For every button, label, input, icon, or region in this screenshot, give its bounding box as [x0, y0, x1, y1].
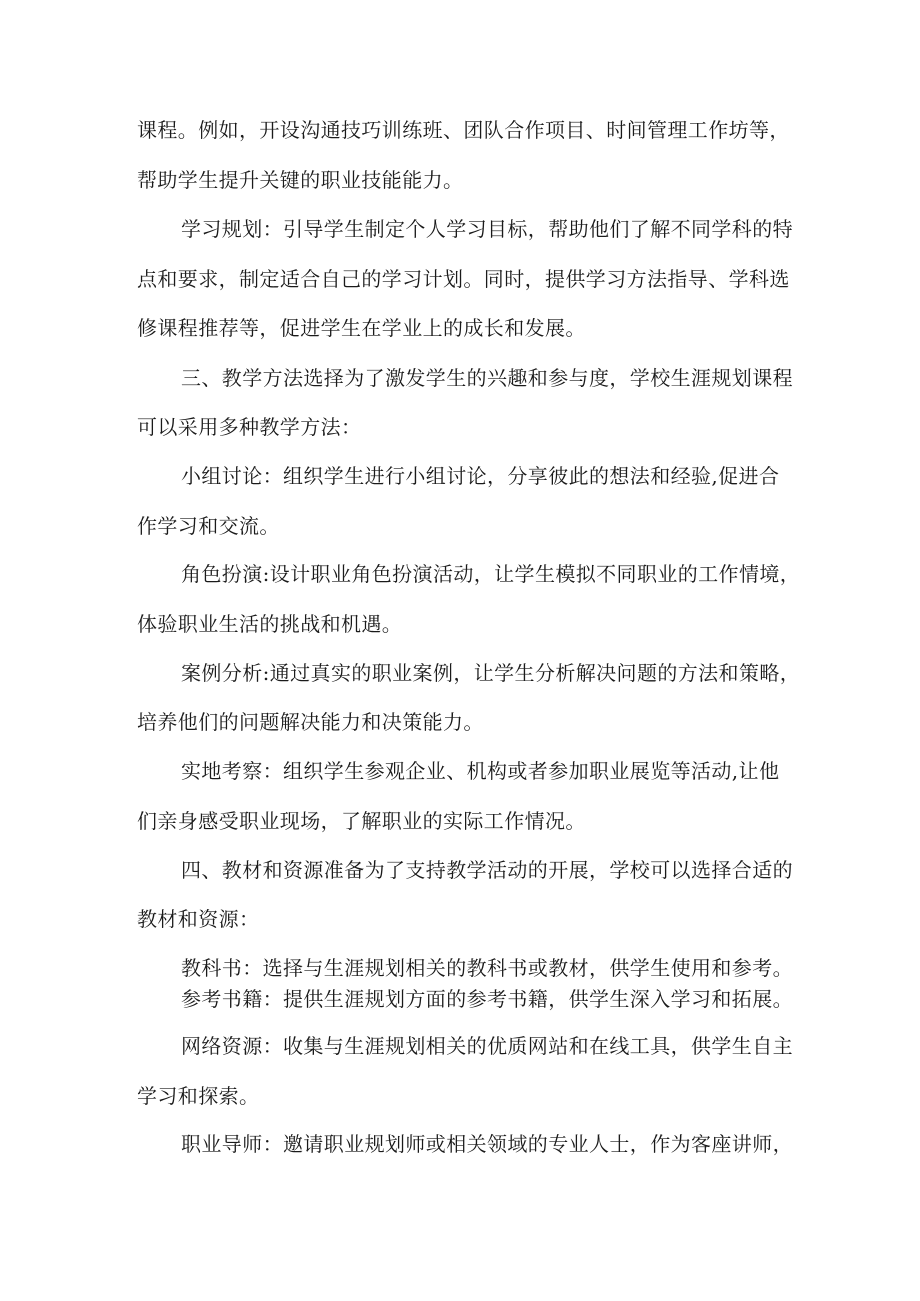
- section-heading-materials: 四、教材和资源准备为了支持教学活动的开展，学校可以选择合适的: [181, 858, 793, 882]
- paragraph-career-mentors: 职业导师：邀请职业规划师或相关领域的专业人士，作为客座讲师，: [181, 1132, 793, 1156]
- section-heading-teaching-methods: 三、教学方法选择为了激发学生的兴趣和参与度，学校生涯规划课程: [181, 366, 793, 390]
- text-line: 们亲身感受职业现场，了解职业的实际工作情况。: [137, 809, 586, 833]
- text-line: 可以采用多种教学方法：: [137, 415, 362, 439]
- paragraph-study-planning: 学习规划：引导学生制定个人学习目标，帮助他们了解不同学科的特: [181, 217, 793, 241]
- paragraph-role-play: 角色扮演:设计职业角色扮演活动，让学生模拟不同职业的工作情境，: [181, 562, 801, 586]
- text-line: 帮助学生提升关键的职业技能能力。: [137, 168, 464, 192]
- paragraph-reference-books: 参考书籍：提供生涯规划方面的参考书籍，供学生深入学习和拓展。: [181, 987, 793, 1011]
- text-line: 学习和探索。: [137, 1084, 260, 1108]
- text-line: 培养他们的问题解决能力和决策能力。: [137, 710, 484, 734]
- text-line: 教材和资源：: [137, 907, 260, 931]
- paragraph-group-discussion: 小组讨论：组织学生进行小组讨论，分享彼此的想法和经验,促进合: [181, 464, 780, 488]
- paragraph-field-visit: 实地考察：组织学生参观企业、机构或者参加职业展览等活动,让他: [181, 759, 780, 783]
- text-line: 体验职业生活的挑战和机遇。: [137, 612, 403, 636]
- text-line: 课程。例如，开设沟通技巧训练班、团队合作项目、时间管理工作坊等，: [137, 118, 790, 142]
- text-line: 点和要求，制定适合自己的学习计划。同时，提供学习方法指导、学科选: [137, 267, 790, 291]
- text-line: 作学习和交流。: [137, 514, 280, 538]
- paragraph-case-analysis: 案例分析:通过真实的职业案例，让学生分析解决问题的方法和策略，: [181, 661, 801, 685]
- paragraph-textbooks: 教科书：选择与生涯规划相关的教科书或教材，供学生使用和参考。: [181, 956, 793, 980]
- paragraph-online-resources: 网络资源：收集与生涯规划相关的优质网站和在线工具，供学生自主: [181, 1034, 793, 1058]
- text-line: 修课程推荐等，促进学生在学业上的成长和发展。: [137, 316, 586, 340]
